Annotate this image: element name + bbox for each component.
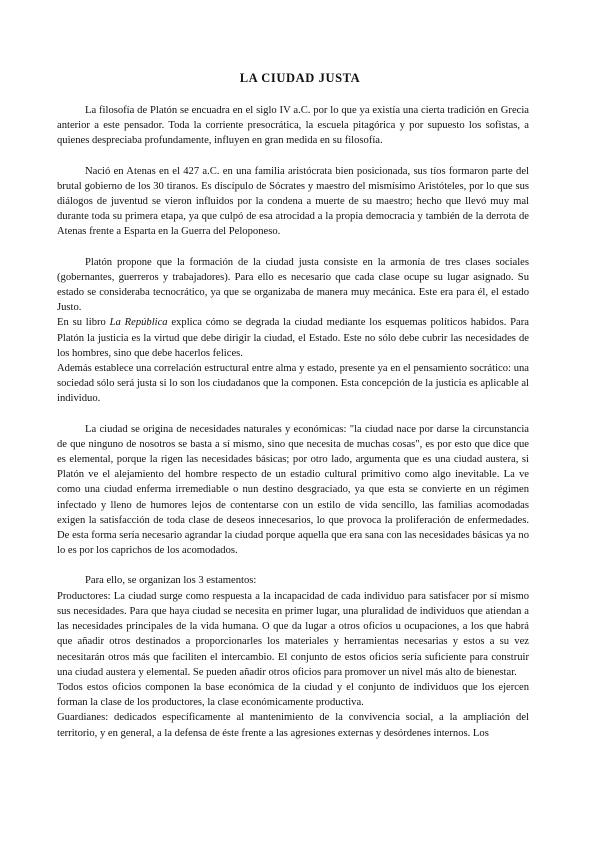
paragraph-productores: Productores: La ciudad surge como respuesta a la incapacidad de cada individuo para satisfacer por sí mismo sus necesidades. Para que haya ciudad se necesita en primer lugar, una pluralidad de individuos que atiendan a las necesidades principales de la vida humana. O que da lugar a otros oficios u ocupaciones, a los que habrá que añadir otros destinados a proporcionarles los materiales y herramientas necesarias y estos a su vez necesitarán otros más que faciliten el intercambio. El conjunto de estos oficios sería suficiente para construir una ciudad austera y elemental. Se pueden añadir otros oficios para promover un nivel más alto de bienestar. [57, 590, 529, 678]
book-title: La República [109, 317, 168, 329]
paragraph-alma-estado: Además establece una correlación estructural entre alma y estado, presente ya en el pensamiento socrático: una sociedad sólo será justa si lo son los ciudadanos que la componen. Esta concepción de la justicia es aplicable al individuo. [57, 363, 529, 405]
document-title: LA CIUDAD JUSTA [239, 71, 361, 85]
paragraph-origen-ciudad: La ciudad se origina de necesidades naturales y económicas: "la ciudad nace por darse la circunstancia de que ninguno de nosotros se basta a sí mismo, sino que necesita de muchas cosas", es por esto que dice que es elemental, porque la rigen las necesidades básicas; por otro lado, argumenta que es una ciudad austera, si Platón ve el alejamiento del hombre respecto de un estadio cultural primitivo como algo inevitable. La ve como una ciudad enferma irremediable o nun destino desgraciado, ya que esta se convierte en un régimen infectado y lleno de humores lejos de contentarse con un estilo de vida sencillo, las familias acomodadas exigen la satisfacción de toda clase de deseos innecesarios, lo que provoca la proliferación de enfermedades. De esta forma sería necesario agrandar la ciudad porque aquella que era sana con las necesidades básicas ya no lo es por los caprichos de los acomodados. [57, 423, 529, 557]
paragraph-republica [57, 315, 529, 361]
paragraph-intro: La filosofía de Platón se encuadra en el siglo IV a.C. por lo que ya existía una cierta tradición en Grecia anterior a este pensador. Toda la corriente presocrática, la escuela pitagórica y por supuesto los sofistas, a quienes despreciaba profundamente, influyen en gran medida en su filosofía. [57, 105, 529, 147]
paragraph-guardianes: Guardianes: dedicados específicamente al mantenimiento de la convivencia social, a la ampliación del territorio, y en general, a la defensa de éste frente a las agresiones externas y desórdenes internos. Los [57, 712, 529, 739]
paragraph-oficios: Todos estos oficios componen la base económica de la ciudad y el conjunto de individuos que los ejercen forman la clase de los productores, la clase económicamente productiva. [57, 681, 529, 709]
paragraph-ciudad-justa: Platón propone que la formación de la ciudad justa consiste en la armonía de tres clases sociales (gobernantes, guerreros y trabajadores). Para ello es necesario que cada clase ocupe su lugar asignado. Su estado se consideraba tecnocrático, ya que se organizaba de manera muy mecánica. Este era para él, el estado Justo. [57, 256, 529, 314]
paragraph-biography: Nació en Atenas en el 427 a.C. en una familia aristócrata bien posicionada, sus tíos formaron parte del brutal gobierno de los 30 tiranos. Es discípulo de Sócrates y maestro del mismísimo Aristóteles, por lo que sus diálogos de juventud se vieron influidos por la condena a muerte de su maestro; hecho que llevó muy mal durante toda su primera etapa, ya que culpó de esa atrocidad a la propia democracia y también de la derrota de Atenas frente a Esparta en la Guerra del Peloponeso. [57, 165, 529, 238]
paragraph-estamentos: Para ello, se organizan los 3 estamentos: [85, 575, 257, 587]
document-body [57, 103, 529, 741]
republica-text-before: En su libro [57, 317, 110, 329]
republica-text-after: explica cómo se degrada la ciudad mediante los esquemas políticos habidos. Para Platón la justicia es la virtud que debe dirigir la ciudad, el Estado. Este no sólo debe cubrir las necesidades de los hombres, sino que debe hacerlos felices. [57, 317, 529, 359]
